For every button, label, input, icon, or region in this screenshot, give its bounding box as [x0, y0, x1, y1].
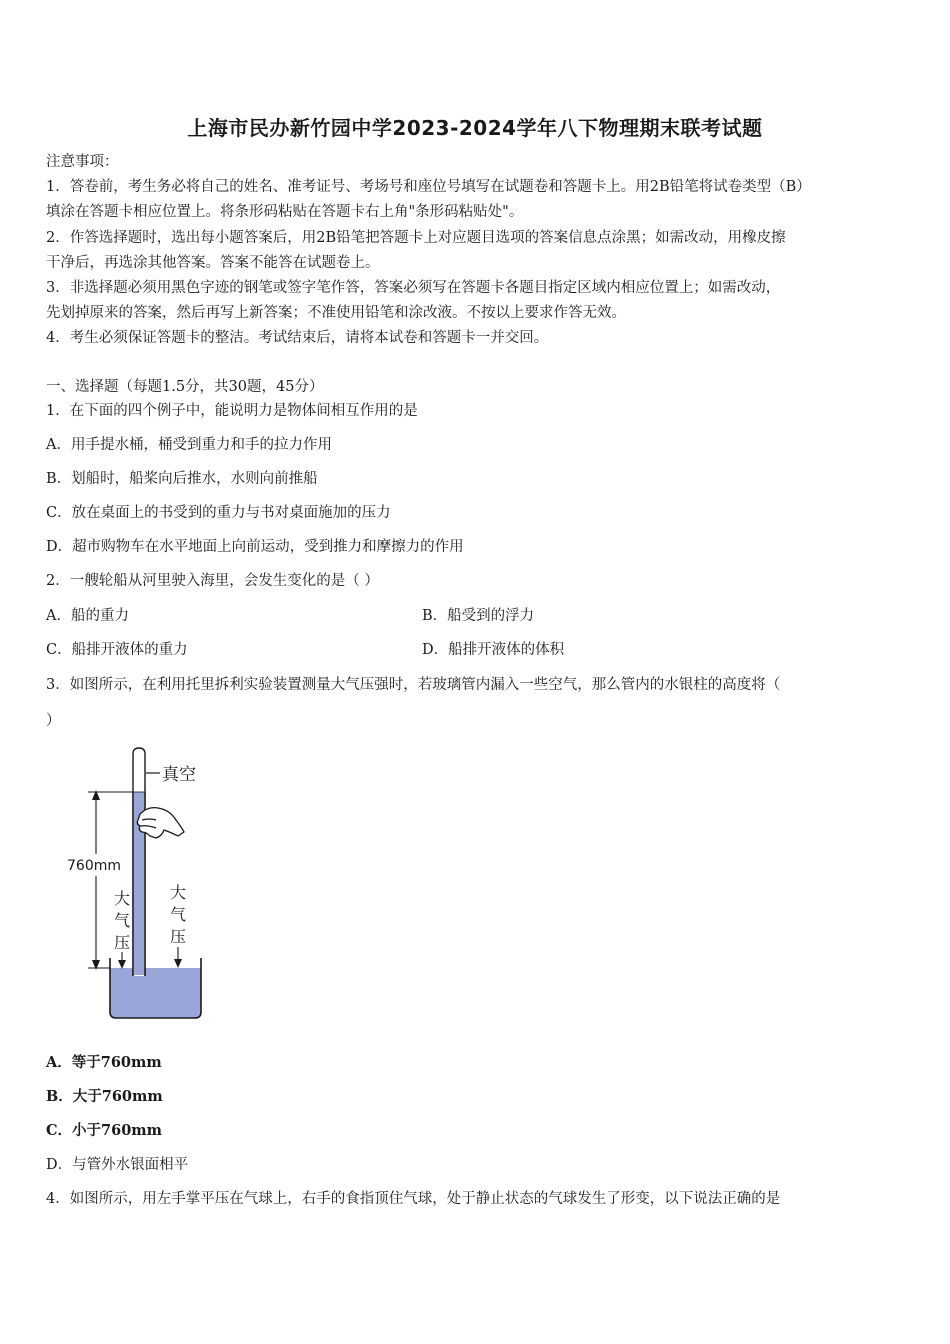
question-1-stem: 1．在下面的四个例子中，能说明力是物体间相互作用的是	[46, 403, 418, 419]
question-2-option-c: C．船排开液体的重力	[46, 642, 188, 658]
arrow-down-icon	[92, 960, 100, 970]
question-4-stem: 4．如图所示，用左手掌平压在气球上，右手的食指顶住气球，处于静止状态的气球发生了形变，以下说法正确的是	[46, 1191, 781, 1207]
pressure-left-char-2: 气	[114, 911, 131, 930]
question-2-stem: 2．一艘轮船从河里驶入海里，会发生变化的是（ ）	[46, 573, 379, 589]
pressure-right-char-2: 气	[170, 905, 187, 924]
torricelli-diagram	[66, 746, 216, 1022]
pressure-right-char-3: 压	[170, 927, 187, 946]
notice-line-7: 4．考生必须保证答题卡的整洁。考试结束后，请将本试卷和答题卡一并交回。	[46, 330, 549, 346]
section-heading: 一、选择题（每题1.5分，共30题，45分）	[46, 379, 324, 395]
pressure-left-char-3: 压	[114, 933, 131, 952]
height-label: 760mm	[67, 858, 121, 874]
pressure-right-char-1: 大	[170, 883, 187, 902]
question-2-option-d: D．船排开液体的体积	[422, 642, 565, 658]
pressure-right-arrow-icon	[174, 959, 182, 968]
question-2-option-b: B．船受到的浮力	[422, 608, 535, 624]
notice-line-3: 2．作答选择题时，选出每小题答案后，用2B铅笔把答题卡上对应题目选项的答案信息点涂黑；如需改动，用橡皮擦	[46, 230, 786, 246]
question-3-stem-line-1: 3．如图所示，在利用托里拆利实验装置测量大气压强时，若玻璃管内漏入一些空气，那么管内的水银柱的高度将（	[46, 677, 781, 693]
question-2-option-a: A．船的重力	[46, 608, 129, 624]
question-1-option-c: C．放在桌面上的书受到的重力与书对桌面施加的压力	[46, 505, 391, 521]
question-1-option-b: B．划船时，船桨向后推水，水则向前推船	[46, 471, 318, 487]
question-3-stem-line-2: ）	[46, 713, 61, 729]
question-2-options-row-2	[46, 640, 906, 660]
notice-line-6: 先划掉原来的答案，然后再写上新答案；不准使用铅笔和涂改液。不按以上要求作答无效。	[46, 305, 626, 321]
question-3-option-c: C．小于760mm	[46, 1122, 162, 1139]
mercury-dish-fill	[110, 968, 201, 1018]
question-1-option-a: A．用手提水桶，桶受到重力和手的拉力作用	[46, 437, 332, 453]
question-3-option-d: D．与管外水银面相平	[46, 1157, 189, 1173]
question-2-options-row-1	[46, 606, 906, 626]
question-3-option-b: B．大于760mm	[46, 1088, 163, 1105]
notice-line-5: 3．非选择题必须用黑色字迹的钢笔或签字笔作答，答案必须写在答题卡各题目指定区域内相应位置上；如需改动，	[46, 280, 781, 296]
pressure-left-char-1: 大	[114, 889, 131, 908]
notice-line-1: 1．答卷前，考生务必将自己的姓名、准考证号、考场号和座位号填写在试题卷和答题卡上。用2B铅笔将试卷类型（B）	[46, 179, 811, 195]
notice-line-2: 填涂在答题卡相应位置上。将条形码粘贴在答题卡右上角"条形码粘贴处"。	[46, 204, 524, 220]
question-1-option-d: D．超市购物车在水平地面上向前运动，受到推力和摩擦力的作用	[46, 539, 464, 555]
page-title: 上海市民办新竹园中学2023-2024学年八下物理期末联考试题	[187, 116, 763, 140]
notice-heading: 注意事项：	[46, 154, 119, 170]
torricelli-figure	[66, 746, 216, 1022]
notice-line-4: 干净后，再选涂其他答案。答案不能答在试题卷上。	[46, 255, 380, 271]
pressure-left-arrow-icon	[118, 960, 126, 969]
arrow-up-icon	[92, 790, 100, 800]
vacuum-label: 真空	[162, 765, 196, 785]
question-3-option-a: A．等于760mm	[46, 1054, 162, 1071]
